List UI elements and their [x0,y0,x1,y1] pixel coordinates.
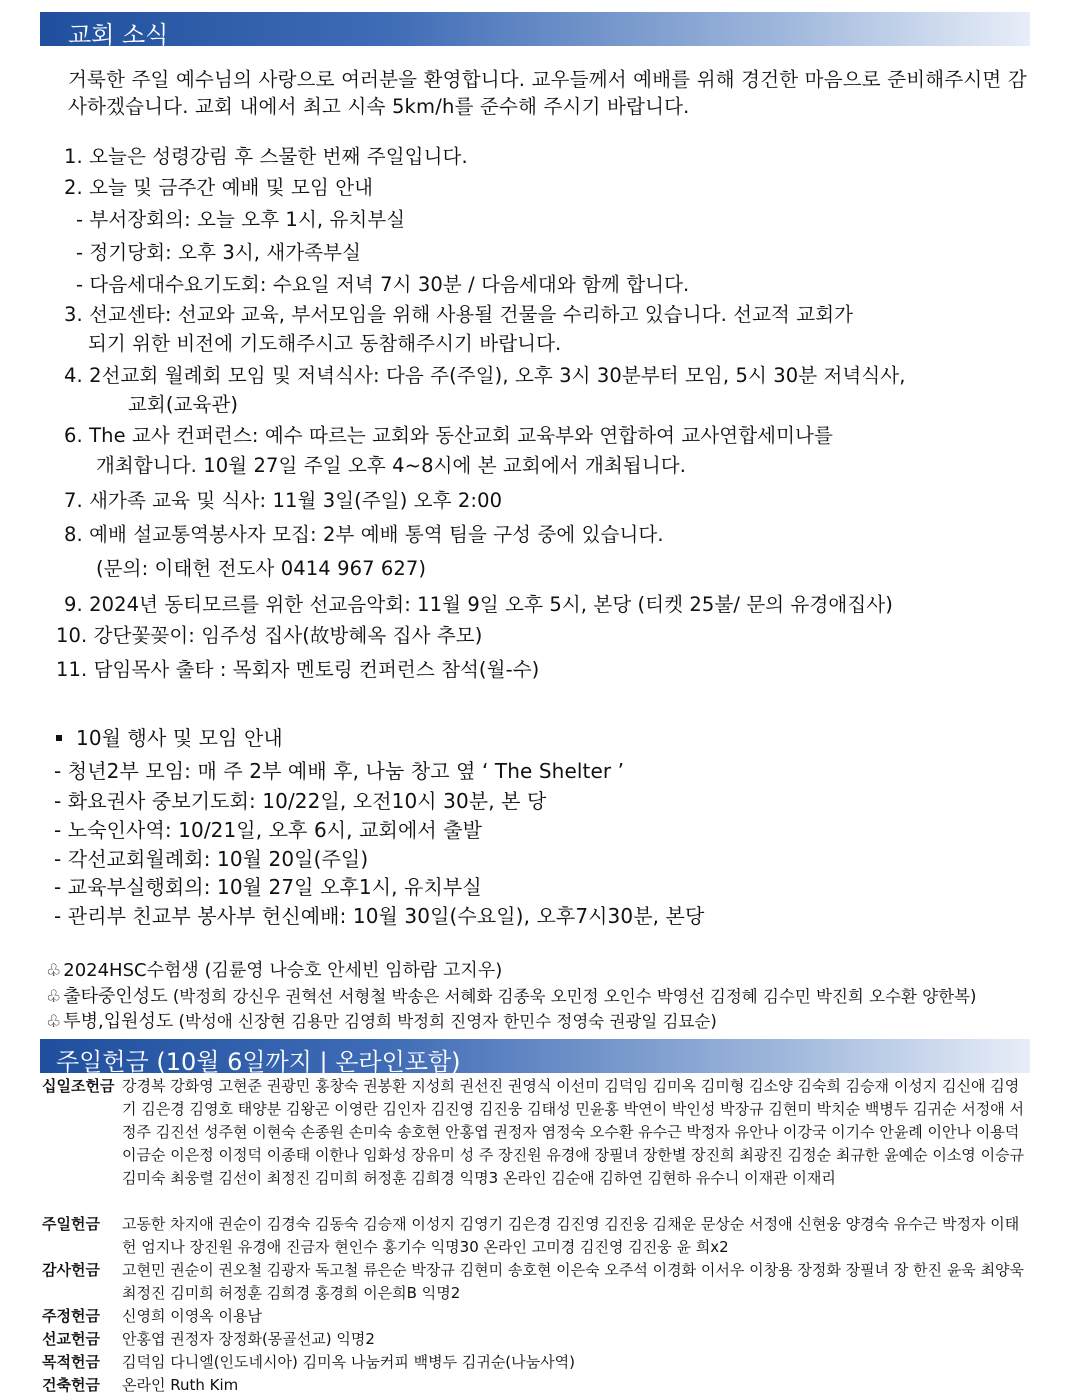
offering-names: 안홍엽 권정자 장정화(몽골선교) 익명2 [122,1330,375,1348]
news-item: 10. 강단꽃꽂이: 임주성 집사(故방혜옥 집사 추모) [56,624,483,647]
events-heading: 10월 행사 및 모임 안내 [76,726,283,750]
news-item-cont: (문의: 이태헌 전도사 0414 967 627) [96,557,427,580]
news-item-cont: 되기 위한 비전에 기도해주시고 동참해주시기 바랍니다. [88,332,562,355]
news-item: 8. 예배 설교통역봉사자 모집: 2부 예배 통역 팀을 구성 중에 있습니다. [64,523,664,546]
event-item: - 교육부실행회의: 10월 27일 오후1시, 유치부실 [54,875,482,899]
news-item: 11. 담임목사 출타 : 목회자 멘토링 컨퍼런스 참석(월-수) [56,658,540,681]
prayer-patients: ♧ 투병,입원성도 (박성애 신장현 김용만 김영희 박정희 진영자 한민수 정영숙 권광일 김묘순) [46,1011,717,1032]
event-item: - 노숙인사역: 10/21일, 오후 6시, 교회에서 출발 [54,818,483,842]
offering-header [40,1039,1030,1076]
club-suit-icon: ♧ [46,1012,62,1032]
offering-label: 십일조헌금 [42,1077,115,1095]
news-item-cont: 개최합니다. 10월 27일 주일 오후 4~8시에 본 교회에서 개최됩니다. [96,454,687,477]
news-subitem: - 다음세대수요기도회: 수요일 저녁 7시 30분 / 다음세대와 함께 합니다. [76,273,690,296]
offering-names: 김덕임 다니엘(인도네시아) 김미옥 나눔커피 백병두 김귀순(나눔사역) [122,1353,575,1371]
event-item: - 청년2부 모임: 매 주 2부 예배 후, 나눔 창고 옆 ‘ The Shelter ’ [54,759,625,783]
offering-row [42,1259,1032,1305]
offering-row [42,1213,1032,1259]
offering-names: 고현민 권순이 권오철 김광자 독고철 류은순 박장규 김현미 송호현 이은숙 오주석 이경화 이서우 이창용 장정화 장필녀 장 한진 윤욱 최양욱 최정진 김미희 허정훈 김희경 홍경희 이은희B 익명2 [122,1261,1025,1302]
offering-names: 온라인 Ruth Kim [122,1376,239,1394]
intro-paragraph: 거룩한 주일 예수님의 사랑으로 여러분을 환영합니다. 교우들께서 예배를 위해 경건한 마음으로 준비해주시면 감사하겠습니다. 교회 내에서 최고 시속 5km/h를 준수해 주시기 바랍니다. [68,68,1027,118]
church-news-title: 교회 소식 [68,21,169,49]
news-item: 3. 선교센타: 선교와 교육, 부서모임을 위해 사용될 건물을 수리하고 있습니다. 선교적 교회가 [64,303,854,326]
news-item: 1. 오늘은 성령강림 후 스물한 번째 주일입니다. [64,145,468,168]
offering-label: 건축헌금 [42,1376,100,1394]
club-suit-icon: ♧ [46,987,62,1007]
square-bullet-icon [56,735,62,741]
news-subitem: - 부서장회의: 오늘 오후 1시, 유치부실 [76,208,406,231]
offering-label: 목적헌금 [42,1353,100,1371]
club-suit-icon: ♧ [46,961,62,981]
news-item: 6. The 교사 컨퍼런스: 예수 따르는 교회와 동산교회 교육부와 연합하여 교사연합세미나를 [64,424,833,447]
offering-names: 신영희 이영옥 이용남 [122,1307,262,1325]
event-item: - 각선교회월례회: 10월 20일(주일) [54,847,369,871]
prayer-travelers: ♧ 출타중인성도 (박정희 강신우 권혁선 서형철 박송은 서혜화 김종욱 오민정 오인수 박영선 김정혜 김수민 박진희 오수환 양한복) [46,986,977,1007]
offering-names: 고동한 차지애 권순이 김경숙 김동숙 김승재 이성지 김영기 김은경 김진영 김진웅 김채운 문상순 서정애 신현웅 양경숙 유수근 박정자 이태헌 엄지나 장진원 유경애 진금자 현인수 홍기수 익명30 온라인 고미경 김진영 김진웅 윤 희x2 [122,1215,1020,1256]
offering-label: 감사헌금 [42,1261,100,1279]
news-item: 9. 2024년 동티모르를 위한 선교음악회: 11월 9일 오후 5시, 본당 (티켓 25불/ 문의 유경애집사) [64,593,893,616]
offering-label: 선교헌금 [42,1330,100,1348]
offering-row [42,1075,1032,1215]
offering-label: 주정헌금 [42,1307,100,1325]
event-item: - 관리부 친교부 봉사부 헌신예배: 10월 30일(수요일), 오후7시30분, 본당 [54,904,705,928]
offering-label: 주일헌금 [42,1215,100,1233]
news-item: 4. 2선교회 월례회 모임 및 저녁식사: 다음 주(주일), 오후 3시 30분부터 모임, 5시 30분 저녁식사, [64,364,906,387]
event-item: - 화요권사 중보기도회: 10/22일, 오전10시 30분, 본 당 [54,789,547,813]
news-item-cont: 교회(교육관) [128,393,239,416]
church-news-header [40,12,1030,49]
offering-title: 주일헌금 (10월 6일까지 | 온라인포함) [56,1048,461,1076]
news-subitem: - 정기당회: 오후 3시, 새가족부실 [76,241,362,264]
news-item: 2. 오늘 및 금주간 예배 및 모임 안내 [64,176,374,199]
news-item: 7. 새가족 교육 및 식사: 11월 3일(주일) 오후 2:00 [64,489,503,512]
offering-names: 강경복 강화영 고현준 권광민 홍창숙 권봉환 지성희 권선진 권영식 이선미 김덕임 김미옥 김미형 김소양 김숙희 김승재 이성지 김신애 김영기 김은경 김영호 태양분 김왕곤 이영란 김인자 김진영 김진웅 김태성 민윤홍 박연이 박인성 박장규 김현미 박치순 백병두 김귀순 서정애 서정주 김진선 성주현 이현숙 손종원 손미숙 송호현 안홍엽 권정자 염정숙 오수환 유수근 박정자 유안나 이강국 이기수 안윤례 이안나 이용덕 이금순 이은정 이정덕 이종태 이한나 임화성 장유미 성 주 장진원 유경애 장필녀 장한별 장진희 최광진 김정순 최규한 윤예순 이소영 이승규 김미숙 최웅렬 김선이 최정진 김미희 허정훈 김희경 익명3 온라인 김순애 김하연 김현하 유수니 이재관 이재리 [122,1077,1025,1187]
prayer-exam-students: ♧ 2024HSC수험생 (김륜영 나승호 안세빈 임하람 고지우) [46,960,503,981]
